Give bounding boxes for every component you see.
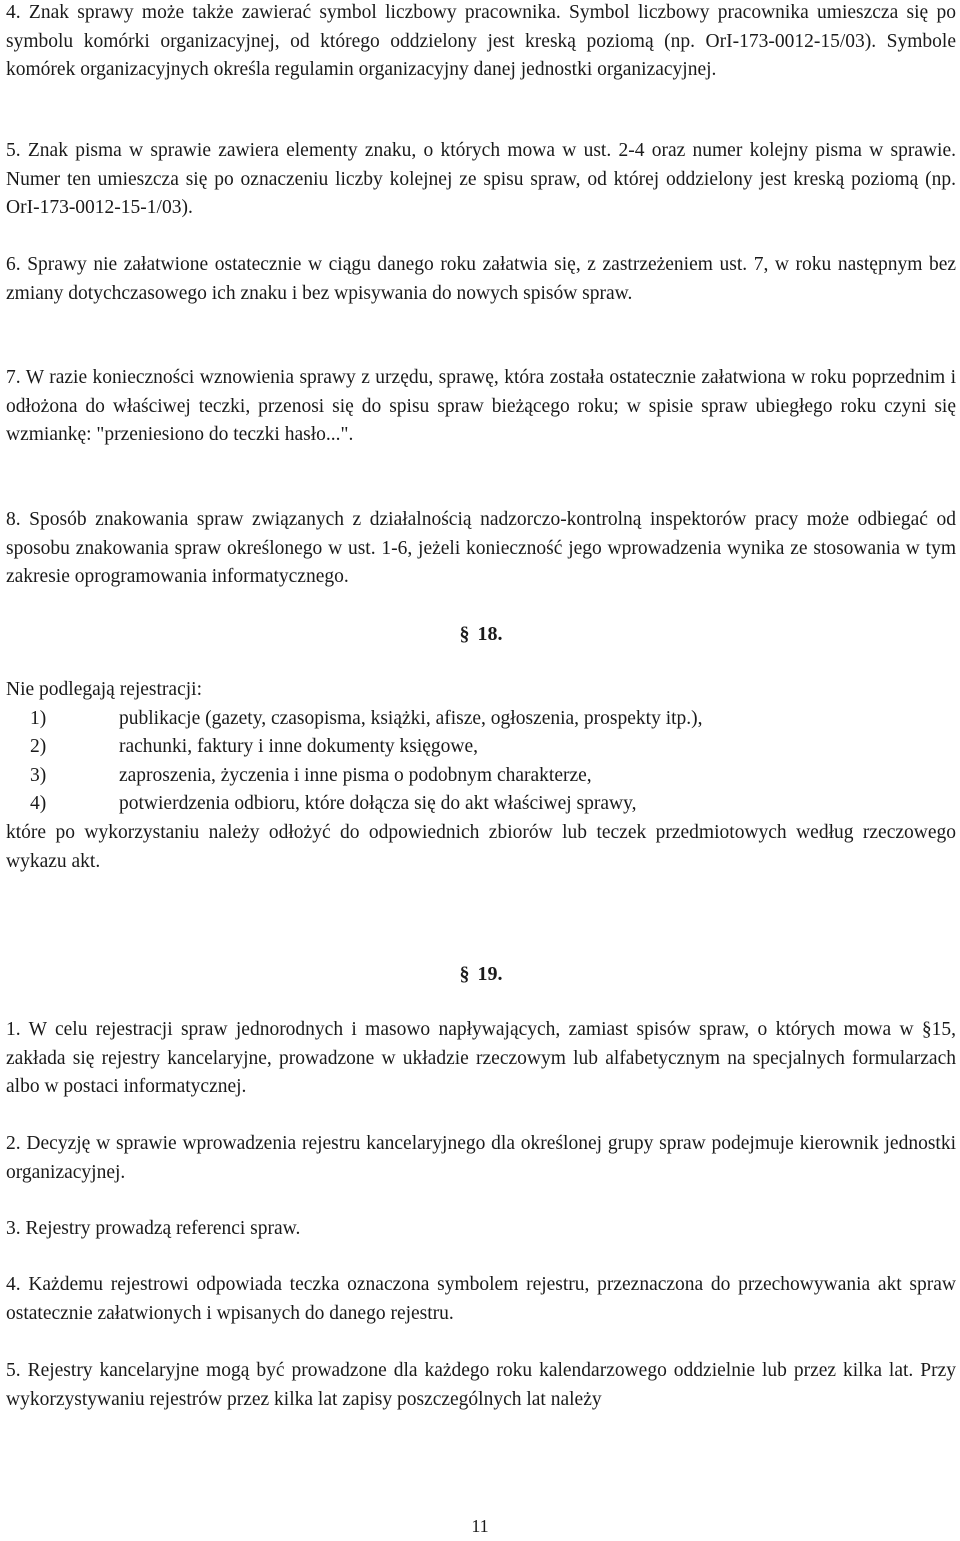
list-item-number: 1) xyxy=(30,707,47,729)
list-item-number: 3) xyxy=(30,764,47,786)
paragraph-5: 5. Znak pisma w sprawie zawiera elementy znaku, o których mowa w ust. 2-4 oraz numer kolejny pisma w sprawie. Numer ten umieszcza się po oznaczeniu liczby kolejnej ze spisu spraw, od której oddzielony jest kreską poziomą (np. OrI-173-0012-15-1/03). xyxy=(6,140,956,219)
section-number: 18. xyxy=(477,623,503,645)
paragraph-19-5: 5. Rejestry kancelaryjne mogą być prowadzone dla każdego roku kalendarzowego oddzielnie lub przez kilka lat. Przy wykorzystywaniu rejestrów przez kilka lat zapisy poszczególnych lat należy xyxy=(6,1360,956,1410)
section-18-closing: które po wykorzystaniu należy odłożyć do odpowiednich zbiorów lub teczek przedmiotowych według rzeczowego wykazu akt. xyxy=(6,821,956,872)
list-item-text: potwierdzenia odbioru, które dołącza się do akt właściwej sprawy, xyxy=(119,793,637,815)
list-item xyxy=(6,762,956,791)
section-19-heading xyxy=(6,960,956,989)
list-item-text: rachunki, faktury i inne dokumenty księgowe, xyxy=(119,736,479,758)
section-18-heading xyxy=(6,620,956,649)
list-item-text: zaproszenia, życzenia i inne pisma o podobnym charakterze, xyxy=(119,764,592,786)
list-item xyxy=(6,733,956,762)
paragraph-7: 7. W razie konieczności wznowienia sprawy z urzędu, sprawę, która została ostatecznie załatwiona w roku poprzednim i odłożona do właściwej teczki, przenosi się do spisu spraw bieżącego roku; w spisie spraw ubiegłego roku czyni się wzmiankę: "przeniesiono do teczki hasło...". xyxy=(6,367,956,446)
paragraph-8: 8. Sposób znakowania spraw związanych z działalnością nadzorczo-kontrolną inspektorów pracy może odbiegać od sposobu znakowania spraw określonego w ust. 1-6, jeżeli konieczność jego wprowadzenia wynika ze stosowania w tym zakresie oprogramowania informatycznego. xyxy=(6,509,956,588)
paragraph-6: 6. Sprawy nie załatwione ostatecznie w ciągu danego roku załatwia się, z zastrzeżeniem ust. 7, w roku następnym bez zmiany dotychczasowego ich znaku i bez wpisywania do nowych spisów spraw. xyxy=(6,254,956,304)
section-number: 19. xyxy=(477,963,503,985)
paragraph-4: 4. Znak sprawy może także zawierać symbol liczbowy pracownika. Symbol liczbowy pracownika umieszcza się po symbolu komórki organizacyjnej, od którego oddzielony jest kreską poziomą (np. OrI-173-0012-15/03). Symbole komórek organizacyjnych określa regulamin organizacyjny danej jednostki organizacyjnej. xyxy=(6,2,956,81)
paragraph-19-3: 3. Rejestry prowadzą referenci spraw. xyxy=(6,1218,301,1239)
paragraph-19-1: 1. W celu rejestracji spraw jednorodnych i masowo napływających, zamiast spisów spraw, o których mowa w §15, zakłada się rejestry kancelaryjne, prowadzone w układzie rzeczowym lub alfabetycznym na specjalnych formularzach albo w postaci informatycznej. xyxy=(6,1019,956,1098)
list-item-text: publikacje (gazety, czasopisma, książki, afisze, ogłoszenia, prospekty itp.), xyxy=(119,707,703,729)
section-sign: § xyxy=(459,963,470,985)
list-item-number: 2) xyxy=(30,736,47,758)
paragraph-19-2: 2. Decyzję w sprawie wprowadzenia rejestru kancelaryjnego dla określonej grupy spraw podejmuje kierownik jednostki organizacyjnej. xyxy=(6,1133,956,1183)
list-item xyxy=(6,790,956,819)
section-sign: § xyxy=(459,623,470,645)
list-item-number: 4) xyxy=(30,793,47,815)
page-number: 11 xyxy=(471,1516,489,1536)
section-18-intro: Nie podlegają rejestracji: xyxy=(6,679,202,700)
section-18-body xyxy=(6,676,956,876)
list-item xyxy=(6,705,956,734)
paragraph-19-4: 4. Każdemu rejestrowi odpowiada teczka oznaczona symbolem rejestru, przeznaczona do przechowywania akt spraw ostatecznie załatwionych i wpisanych do danego rejestru. xyxy=(6,1274,956,1324)
